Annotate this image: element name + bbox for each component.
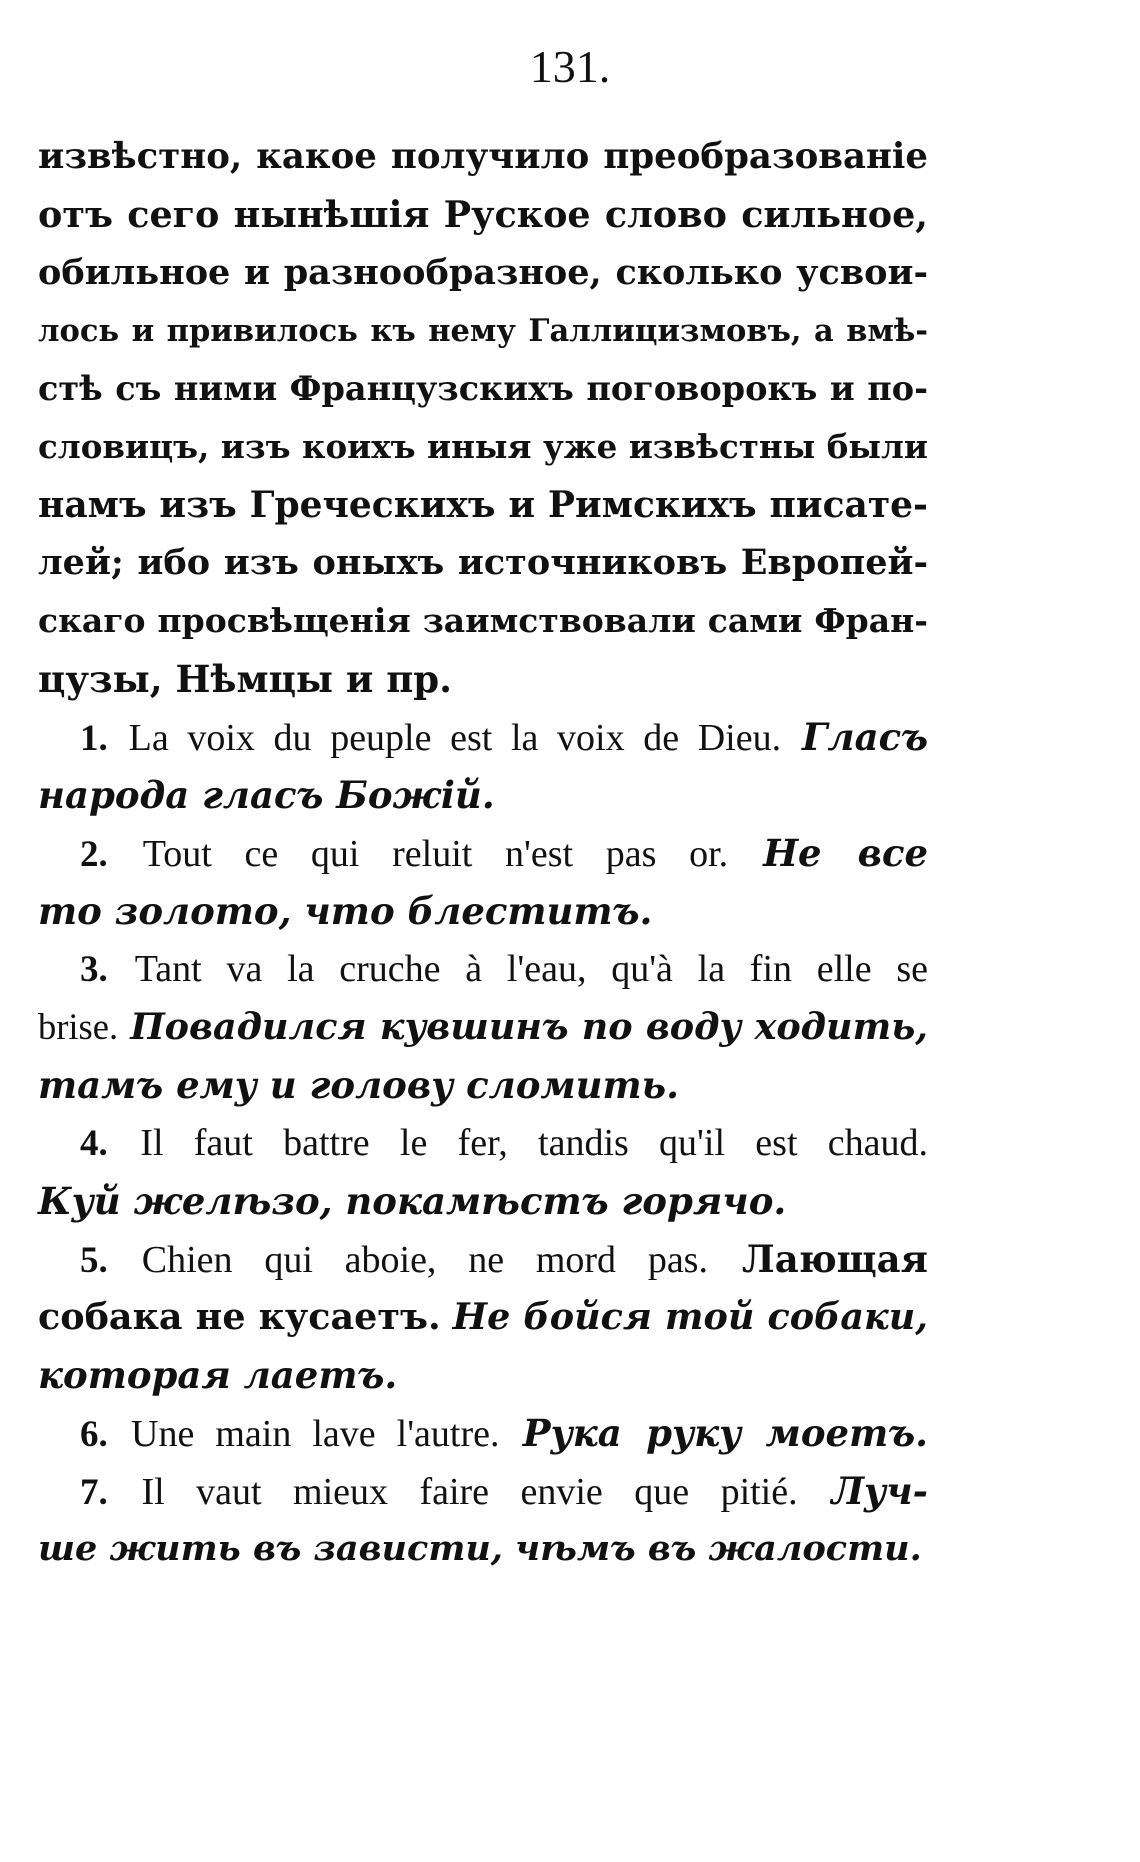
proverb-line (38, 1462, 928, 1520)
proverb-russian: народа гласъ Божій. (38, 773, 495, 817)
proverb-line (38, 824, 928, 882)
proverb-line (38, 1230, 928, 1288)
paragraph-line: лей; ибо изъ оныхъ источниковъ Европей- (38, 542, 928, 583)
proverb-french: Une main lave l'autre. (131, 1413, 500, 1455)
page-body (38, 128, 928, 1578)
proverb-russian: Не бойся той собаки, (452, 1295, 928, 1338)
proverb-line (38, 1114, 928, 1172)
proverb-french: Il vaut mieux faire envie que pitié. (141, 1471, 798, 1513)
proverb-russian-plain: Лающая (742, 1237, 928, 1281)
paragraph-line: намъ изъ Греческихъ и Римскихъ писате- (38, 484, 928, 526)
proverb-line (38, 1288, 928, 1346)
proverb-russian: ше жить въ зависти, чѣмъ въ жалости. (38, 1528, 922, 1569)
proverb-line (38, 1056, 928, 1114)
proverb-line (38, 882, 928, 940)
paragraph-line: отъ сего нынѣшія Руское слово сильное, (38, 193, 928, 236)
proverb-number: 2. (80, 834, 108, 875)
proverb-french: Tant va la cruche à l'eau, qu'à la fin elle se (134, 948, 928, 990)
proverb-french: La voix du peuple est la voix de Dieu. (128, 717, 782, 759)
proverb-number: 1. (80, 718, 108, 759)
proverb-russian: Гласъ (801, 715, 929, 759)
proverb-line (38, 766, 928, 824)
proverb-french: Tout ce qui reluit n'est pas or. (142, 833, 729, 875)
paragraph-line: стѣ съ ними Французскихъ поговорокъ и по- (38, 369, 928, 408)
proverb-line (38, 1404, 928, 1462)
proverb-russian: то золото, что блеститъ. (38, 889, 653, 933)
proverb-french: Il faut battre le fer, tandis qu'il est chaud. (140, 1122, 929, 1164)
proverb-french: brise. (38, 1006, 119, 1047)
proverb-russian: Не все (763, 831, 929, 875)
proverb-line (38, 1346, 928, 1404)
page-number: 131. (529, 41, 611, 92)
proverb-russian: тамъ ему и голову сломить. (38, 1063, 679, 1107)
proverb-number: 5. (80, 1240, 108, 1281)
proverb-number: 6. (80, 1414, 108, 1455)
intro-paragraph (38, 128, 928, 708)
paragraph-line: лось и привилось къ нему Галлицизмовъ, а вмѣ- (38, 313, 928, 349)
proverb-russian: Рука руку моетъ. (522, 1411, 929, 1455)
paragraph-line: скаго просвѣщенія заимствовали сами Фран- (38, 601, 928, 640)
paragraph-line: обильное и разнообразное, сколько усвои- (38, 252, 928, 293)
proverb-line (38, 998, 928, 1056)
proverb-list (38, 708, 928, 1578)
proverb-line (38, 1520, 928, 1578)
proverb-number: 4. (80, 1123, 108, 1164)
proverb-russian-plain: собака не кусаетъ. (38, 1295, 441, 1338)
proverb-french: Chien qui aboie, ne mord pas. (141, 1239, 708, 1281)
proverb-line (38, 708, 928, 766)
proverb-russian: Луч- (831, 1469, 928, 1513)
paragraph-line: словицъ, изъ коихъ иныя уже извѣстны были (38, 427, 928, 466)
proverb-russian: которая лаетъ. (38, 1353, 398, 1397)
paragraph-line: извѣстно, какое получило преобразованіе (38, 136, 928, 177)
proverb-russian: Куй желѣзо, покамѣстъ горячо. (38, 1179, 787, 1223)
proverb-number: 3. (80, 949, 108, 990)
proverb-line (38, 1172, 928, 1230)
proverb-russian: Повадился кувшинъ по воду ходить, (130, 1005, 928, 1048)
paragraph-line: цузы, Нѣмцы и пр. (38, 657, 453, 701)
proverb-line (38, 940, 928, 998)
proverb-number: 7. (80, 1472, 108, 1513)
